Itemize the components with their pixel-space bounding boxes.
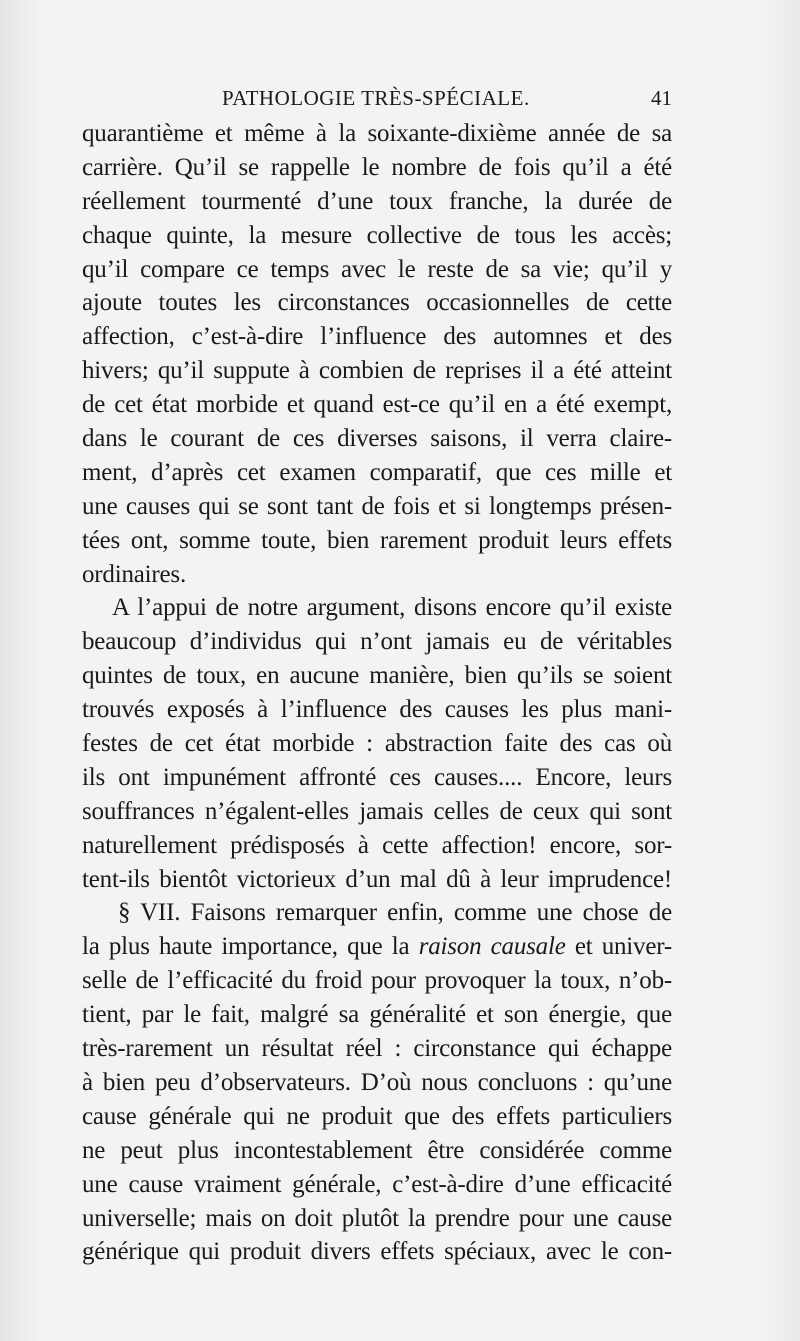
text-line: ne peut plus incontestablement être considérée comme bbox=[82, 1136, 672, 1164]
text-line: chaque quinte, la mesure collective de tous les accès; bbox=[82, 221, 672, 249]
text-line: quarantième et même à la soixante-dixième année de sa bbox=[82, 120, 672, 147]
page-number: 41 bbox=[651, 86, 672, 110]
text-line: ajoute toutes les circonstances occasionnelles de cette bbox=[82, 289, 672, 317]
text-line: une cause vraiment générale, c’est-à-dire d’une efficacité bbox=[82, 1170, 672, 1198]
text-line: une causes qui se sont tant de fois et si longtemps présen- bbox=[82, 492, 672, 520]
text-line: carrière. Qu’il se rappelle le nombre de fois qu’il a été bbox=[82, 153, 672, 181]
text-line: tient, par le fait, malgré sa généralité et son énergie, que bbox=[82, 1001, 672, 1029]
text-line: qu’il compare ce temps avec le reste de sa vie; qu’il y bbox=[82, 255, 672, 283]
text-line: selle de l’efficacité du froid pour provoquer la toux, n’ob- bbox=[82, 967, 672, 995]
text-line: à bien peu d’observateurs. D’où nous concluons : qu’une bbox=[82, 1068, 672, 1096]
text-line: générique qui produit divers effets spéciaux, avec le con- bbox=[82, 1238, 672, 1266]
text-line: cause générale qui ne produit que des effets particuliers bbox=[82, 1102, 672, 1130]
text-line: ordinaires. bbox=[82, 560, 187, 588]
text-segment: la plus haute importance, que la bbox=[82, 933, 410, 961]
text-line: hivers; qu’il suppute à combien de reprises il a été atteint bbox=[82, 357, 672, 385]
text-line: très-rarement un résultat réel : circonstance qui échappe bbox=[82, 1035, 672, 1063]
text-line: dans le courant de ces diverses saisons, il verra claire- bbox=[82, 425, 672, 453]
text-line: tées ont, somme toute, bien rarement produit leurs effets bbox=[82, 526, 672, 554]
text-line: ils ont impunément affronté ces causes.... Encore, leurs bbox=[82, 763, 672, 791]
text-segment: et univer- bbox=[574, 933, 672, 961]
text-line: quintes de toux, en aucune manière, bien qu’ils se soient bbox=[82, 662, 672, 690]
body-text bbox=[82, 117, 672, 1269]
text-line: universelle; mais on doit plutôt la prendre pour une cause bbox=[82, 1204, 672, 1232]
running-title: PATHOLOGIE TRÈS-SPÉCIALE. bbox=[222, 86, 530, 110]
text-line: trouvés exposés à l’influence des causes les plus mani- bbox=[82, 696, 672, 724]
text-line: ment, d’après cet examen comparatif, que ces mille et bbox=[82, 458, 672, 486]
text-line: tent-ils bientôt victorieux d’un mal dû à leur imprudence! bbox=[82, 865, 672, 893]
text-line: de cet état morbide et quand est-ce qu’il en a été exempt, bbox=[82, 391, 672, 419]
text-line-with-emphasis bbox=[82, 930, 672, 964]
text-line: affection, c’est-à-dire l’influence des automnes et des bbox=[82, 323, 672, 351]
text-line: festes de cet état morbide : abstraction faite des cas où bbox=[82, 730, 672, 758]
page-header bbox=[82, 86, 672, 116]
text-line: naturellement prédisposés à cette affection! encore, sor- bbox=[82, 831, 672, 859]
text-line: beaucoup d’individus qui n’ont jamais eu de véritables bbox=[82, 628, 672, 656]
emphasis-raison-causale: raison causale bbox=[418, 933, 566, 961]
text-line: A l’appui de notre argument, disons encore qu’il existe bbox=[112, 594, 672, 622]
text-line: souffrances n’égalent-elles jamais celles de ceux qui sont bbox=[82, 797, 672, 825]
text-line: § VII. Faisons remarquer enfin, comme une chose de bbox=[118, 899, 672, 927]
text-line: réellement tourmenté d’une toux franche, la durée de bbox=[82, 187, 672, 215]
